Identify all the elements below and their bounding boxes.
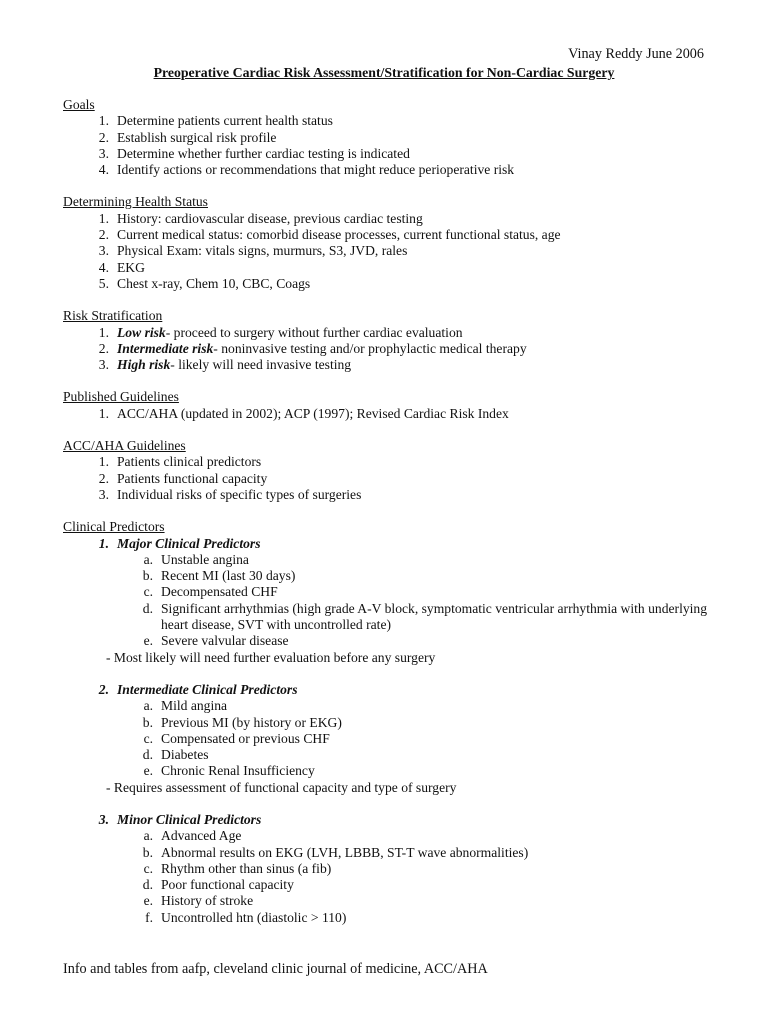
author-date: Vinay Reddy June 2006: [568, 46, 704, 62]
section-heading: Clinical Predictors: [63, 519, 165, 535]
list-item: 2. Intermediate risk- noninvasive testing and/or prophylactic medical therapy: [98, 340, 527, 356]
risk-term: Intermediate risk: [117, 340, 214, 356]
section-health-status: [63, 194, 723, 292]
footer-sources: Info and tables from aafp, cleveland clinic journal of medicine, ACC/AHA: [63, 961, 488, 977]
sub-item: f. Uncontrolled htn (diastolic > 110): [145, 909, 347, 925]
list-item: 1. Patients clinical predictors: [98, 454, 262, 470]
section-goals: [63, 97, 723, 178]
list-item: 1. History: cardiovascular disease, previous cardiac testing: [98, 210, 423, 226]
section-risk-stratification: [63, 308, 723, 373]
sub-item: a. Advanced Age: [143, 828, 242, 844]
sub-item: e. Chronic Renal Insufficiency: [143, 763, 315, 779]
subsection-title: 1. Major Clinical Predictors: [98, 535, 261, 551]
sub-item: d. Diabetes: [142, 747, 209, 763]
sub-item: e. Severe valvular disease: [143, 633, 289, 649]
list-item: 3. Determine whether further cardiac testing is indicated: [98, 145, 410, 161]
sub-item: a. Mild angina: [143, 698, 228, 714]
sub-item: b. Recent MI (last 30 days): [142, 568, 296, 584]
list-item: 1. Determine patients current health status: [98, 113, 333, 129]
list-item: 3. Individual risks of specific types of surgeries: [98, 486, 362, 502]
subsection-title: 3. Minor Clinical Predictors: [98, 811, 262, 827]
section-heading: Published Guidelines: [63, 389, 179, 405]
sub-item: c. Rhythm other than sinus (a fib): [143, 860, 332, 876]
list-item: 3. High risk- likely will need invasive testing: [98, 357, 352, 373]
list-item: 2. Establish surgical risk profile: [98, 129, 277, 145]
sub-item: c. Decompensated CHF: [143, 584, 278, 600]
subsection-title: 2. Intermediate Clinical Predictors: [98, 681, 298, 697]
sub-item: d. Poor functional capacity: [142, 877, 294, 893]
major-predictors: [63, 536, 723, 666]
intermediate-predictors: [63, 682, 723, 796]
section-published-guidelines: [63, 389, 723, 422]
sub-item: a. Unstable angina: [143, 551, 249, 567]
sub-item: b. Abnormal results on EKG (LVH, LBBB, ST-T wave abnormalities): [142, 844, 529, 860]
section-heading: ACC/AHA Guidelines: [63, 438, 186, 454]
risk-term: Low risk: [117, 324, 166, 340]
document-title: Preoperative Cardiac Risk Assessment/Stratification for Non-Cardiac Surgery: [153, 65, 615, 80]
sub-item: d. Significant arrhythmias (high grade A-V block, symptomatic ventricular arrhythmia with underlying heart disease, SVT with uncontrolled rate): [142, 600, 708, 633]
list-item: 4. Identify actions or recommendations that might reduce perioperative risk: [98, 162, 515, 178]
sub-item: e. History of stroke: [143, 893, 254, 909]
list-item: 1. Low risk- proceed to surgery without further cardiac evaluation: [98, 324, 463, 340]
predictor-note: - Requires assessment of functional capacity and type of surgery: [106, 779, 457, 795]
list-item: 4. EKG: [98, 259, 145, 275]
section-heading: Determining Health Status: [63, 194, 208, 210]
predictor-note: - Most likely will need further evaluation before any surgery: [106, 649, 436, 665]
document-body: [63, 97, 723, 942]
list-item: 2. Patients functional capacity: [98, 470, 268, 486]
list-item: 1. ACC/AHA (updated in 2002); ACP (1997); Revised Cardiac Risk Index: [98, 405, 509, 421]
risk-term: High risk: [117, 357, 171, 373]
sub-item: c. Compensated or previous CHF: [143, 730, 330, 746]
section-acc-aha-guidelines: [63, 438, 723, 503]
list-item: 3. Physical Exam: vitals signs, murmurs, S3, JVD, rales: [98, 243, 408, 259]
minor-predictors: [63, 812, 723, 926]
list-item: 5. Chest x-ray, Chem 10, CBC, Coags: [98, 275, 311, 291]
section-clinical-predictors: [63, 519, 723, 926]
sub-item: b. Previous MI (by history or EKG): [142, 714, 342, 730]
section-heading: Risk Stratification: [63, 308, 163, 324]
section-heading: Goals: [63, 97, 95, 112]
list-item: 2. Current medical status: comorbid disease processes, current functional status, age: [98, 227, 561, 243]
